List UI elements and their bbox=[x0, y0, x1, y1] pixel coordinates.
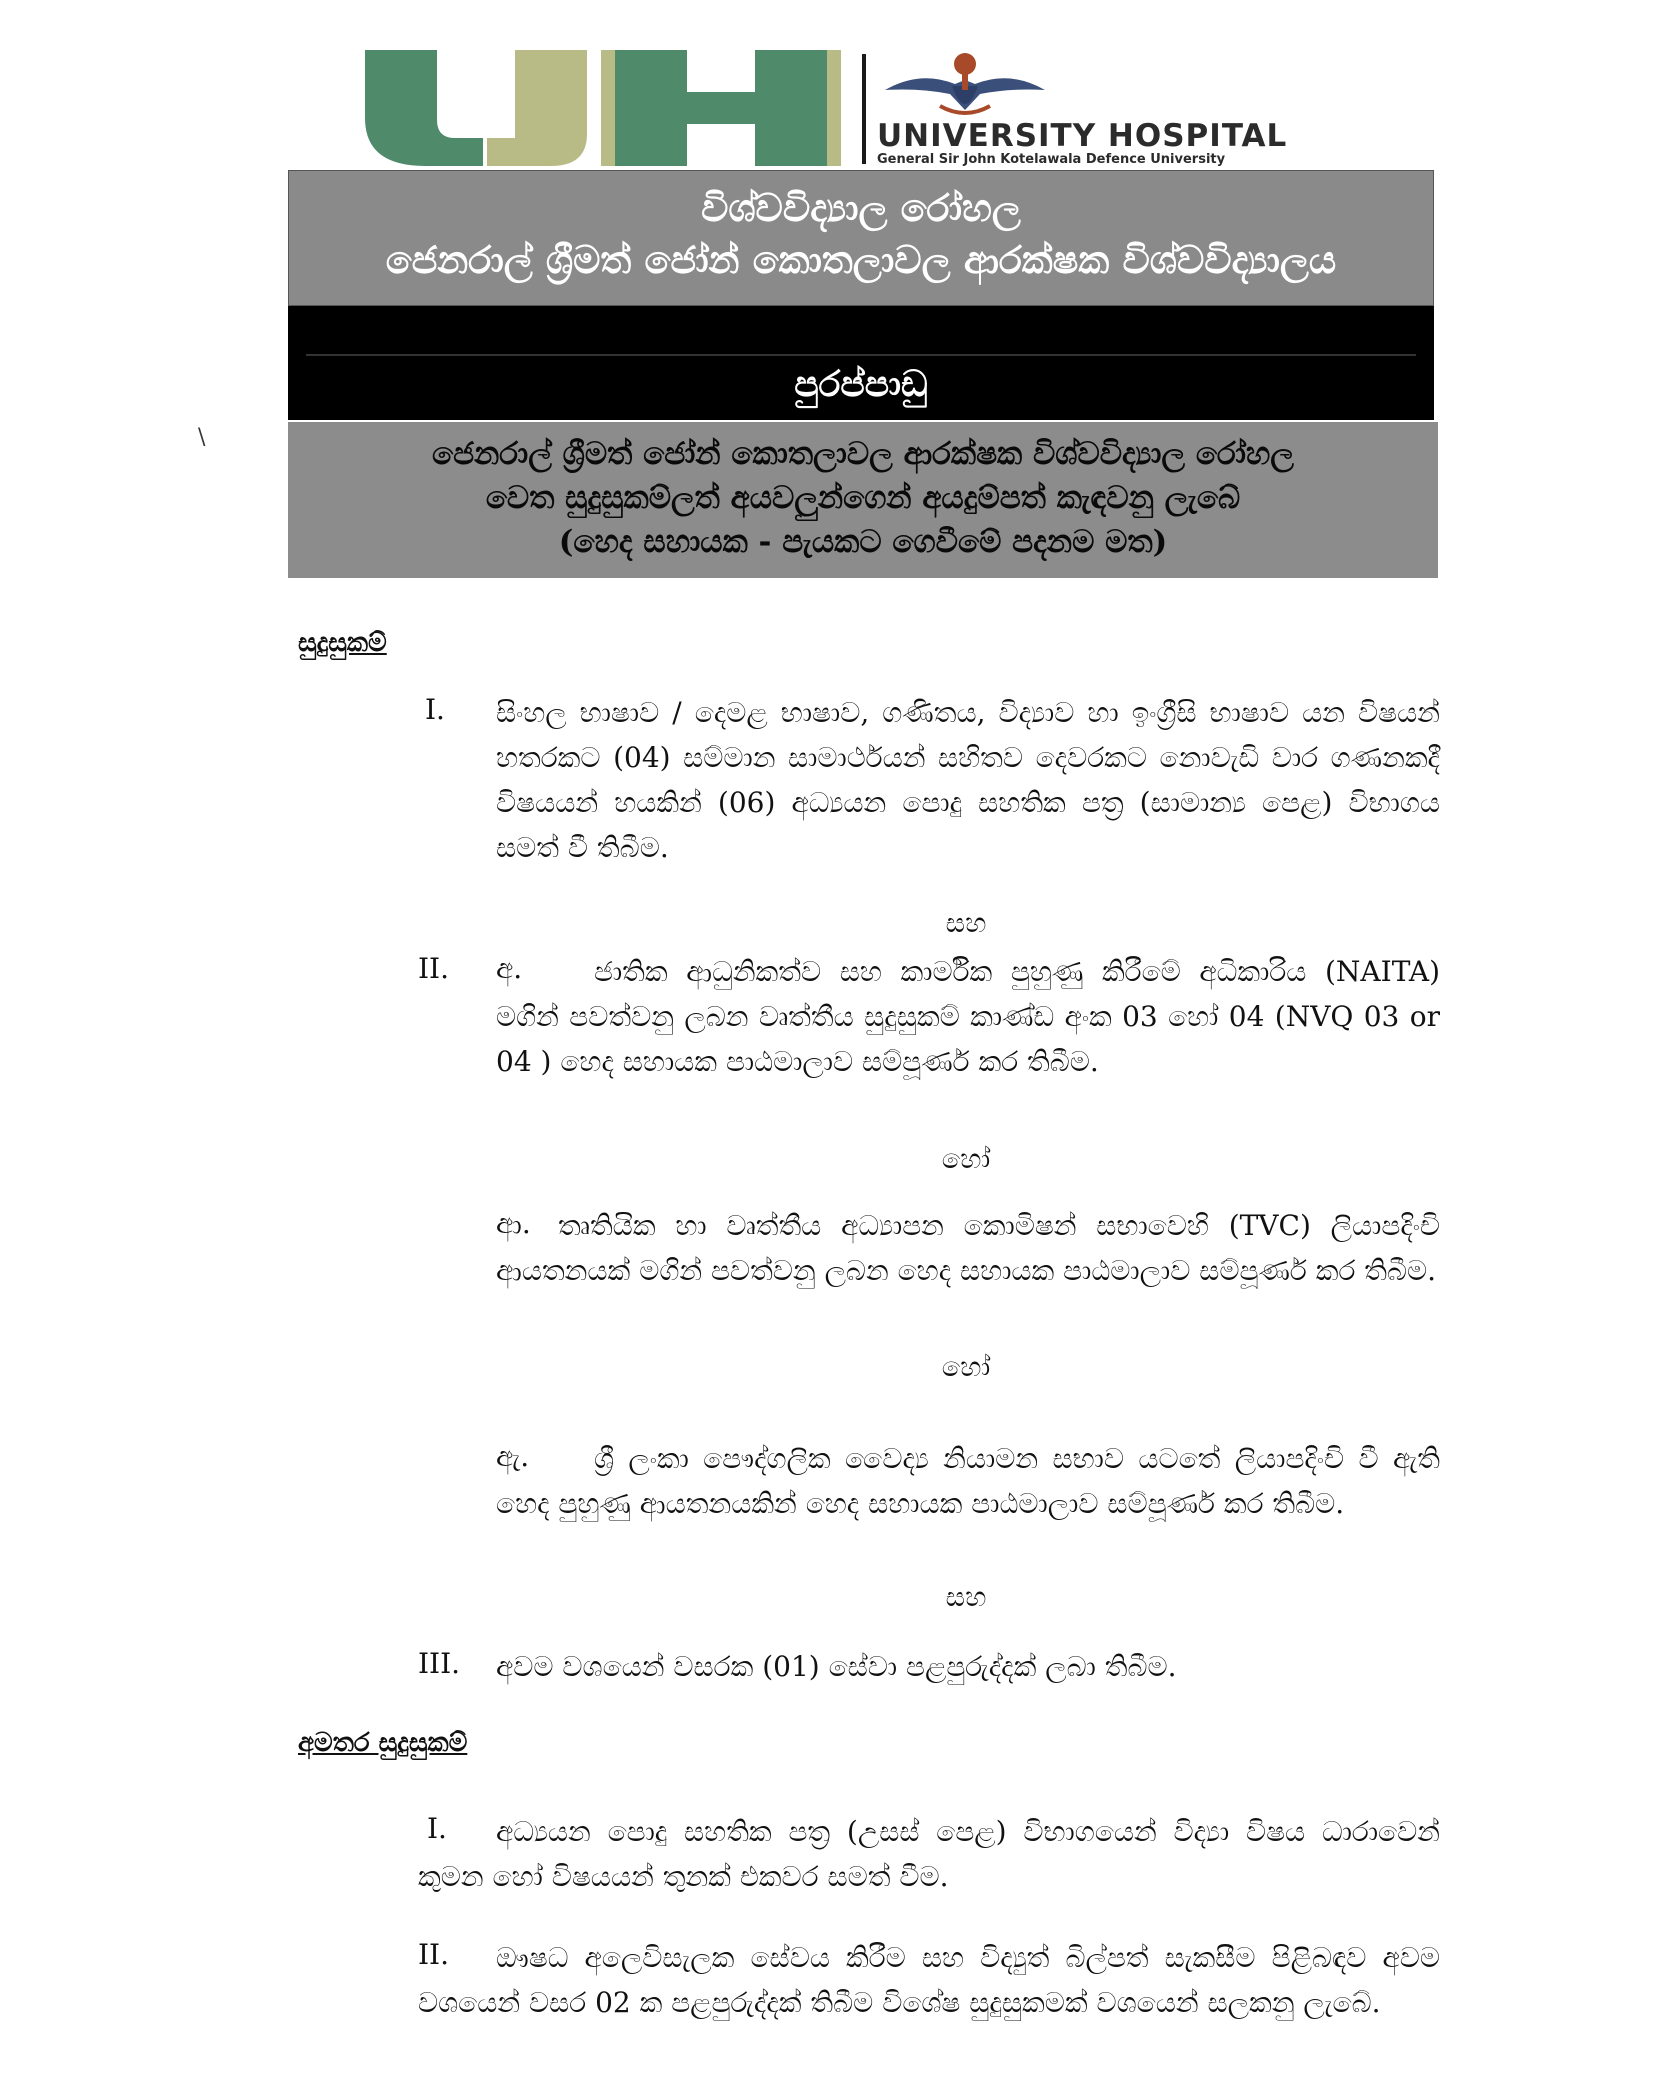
defence-university-crest-icon bbox=[880, 50, 1050, 126]
logo-title: UNIVERSITY HOSPITAL bbox=[877, 118, 1288, 154]
qualification-text: අවම වශයෙන් වසරක (01) සේවා පළපුරුද්දක් ලබා තිබීම. bbox=[496, 1650, 1177, 1683]
sub-item-letter: ආ. bbox=[496, 1207, 531, 1240]
or-connector: හෝ bbox=[941, 1352, 991, 1383]
and-connector: සහ bbox=[945, 1582, 987, 1613]
header-subtitle-box bbox=[288, 422, 1438, 578]
sub-item-text: ශ්‍රී ලංකා පෞද්ගලික වෛද්‍ය නියාමන සභාව යටතේ ලියාපදිංචි වී ඇති හෙද පුහුණු ආයතනයකින් හෙද සහායක පාඨමාලාව සම්පූර්ණ කර තිබීම. bbox=[496, 1442, 1440, 1520]
or-connector: හෝ bbox=[941, 1144, 991, 1175]
and-connector: සහ bbox=[945, 908, 987, 939]
header-title-box bbox=[288, 170, 1434, 306]
header-sub-line-2: වෙත සුදුසුකම්ලත් අයවලුන්ගෙන් අයදුම්පත් කැඳවනු ලැබේ bbox=[485, 480, 1241, 516]
header-sub-line-1: ජෙනරාල් ශ්‍රීමත් ජෝන් කොතලාවල ආරක්ෂක විශ්වවිද්‍යාල රෝහල bbox=[432, 436, 1294, 472]
sub-item-text: ජාතික ආධුනිකත්ව සහ කාර්මික පුහුණු කිරීමේ අධිකාරිය (NAITA) මගින් පවත්වනු ලබන වෘත්තීය සුදුසුකම් කාණ්ඩ අංක 03 හෝ 04 (NVQ 03 or 04 ) හෙද සහායක පාඨමාලාව සම්පූර්ණ කර තිබීම. bbox=[496, 955, 1440, 1078]
qualification-number: I. bbox=[425, 693, 445, 726]
qualification-number: II. bbox=[418, 952, 450, 985]
hospital-logo bbox=[365, 48, 1365, 166]
logo-subtitle: General Sir John Kotelawala Defence University bbox=[877, 152, 1226, 167]
sub-item-letter: ඇ. bbox=[496, 1440, 530, 1473]
header-line-2: ජෙනරාල් ශ්‍රීමත් ජෝන් කොතලාවල ආරක්ෂක විශ්වවිද්‍යාලය bbox=[385, 237, 1337, 282]
sub-item-letter: අ. bbox=[496, 952, 523, 985]
additional-text: ඖෂධ අලෙවිසැලක සේවය කිරීම සහ විද්‍යුත් බිල්පත් සැකසීම පිළිබඳව අවම වශයෙන් වසර 02 ක පළපුරුද්දක් තිබීම විශේෂ සුදුසුකමක් වශයෙන් සලකනු ලැබේ. bbox=[418, 1941, 1440, 2019]
logo-divider bbox=[862, 54, 866, 164]
stray-mark: \ bbox=[198, 425, 206, 450]
qualifications-heading: සුදුසුකම් bbox=[298, 628, 387, 658]
qualification-number: III. bbox=[418, 1647, 461, 1680]
additional-qualifications-heading: අමතර සුදුසුකම් bbox=[298, 1728, 468, 1758]
header-sub-line-3: (හෙද සහායක - පැයකට ගෙවීමේ පදනම මත) bbox=[558, 524, 1168, 560]
uh-logo-mark-icon bbox=[365, 48, 845, 166]
additional-number: I. bbox=[427, 1812, 447, 1845]
header-line-1: විශ්වවිද්‍යාල රෝහල bbox=[701, 185, 1021, 230]
notice-banner bbox=[288, 306, 1434, 420]
notice-title: පුරප්පාඩු bbox=[306, 354, 1416, 412]
sub-item-text: තෘතියික හා වෘත්තීය අධ්‍යාපන කොමිෂන් සභාවෙහි (TVC) ලියාපදිංචි ආයතනයක් මගින් පවත්වනු ලබන හෙද සහායක පාඨමාලාව සම්පූර්ණ කර තිබීම. bbox=[496, 1209, 1440, 1287]
additional-text: අධ්‍යයන පොදු සහතික පත්‍ර (උසස් පෙළ) විභාගයෙන් විද්‍යා විෂය ධාරාවෙන් කුමන හෝ විෂයයන් තුනක් එකවර සමත් වීම. bbox=[418, 1815, 1440, 1893]
qualification-text: සිංහල භාෂාව / දෙමළ භාෂාව, ගණිතය, විද්‍යාව හා ඉංග්‍රීසි භාෂාව යන විෂයන් හතරකට (04) සම්මාන සාමාර්ථයන් සහිතව දෙවරකට නොවැඩි වාර ගණනකදී විෂයයන් හයකින් (06) අධ්‍යයන පොදු සහතික පත්‍ර (සාමාන්‍ය පෙළ) විභාගය සමත් වී තිබීම. bbox=[496, 696, 1440, 864]
additional-number: II. bbox=[418, 1938, 450, 1971]
